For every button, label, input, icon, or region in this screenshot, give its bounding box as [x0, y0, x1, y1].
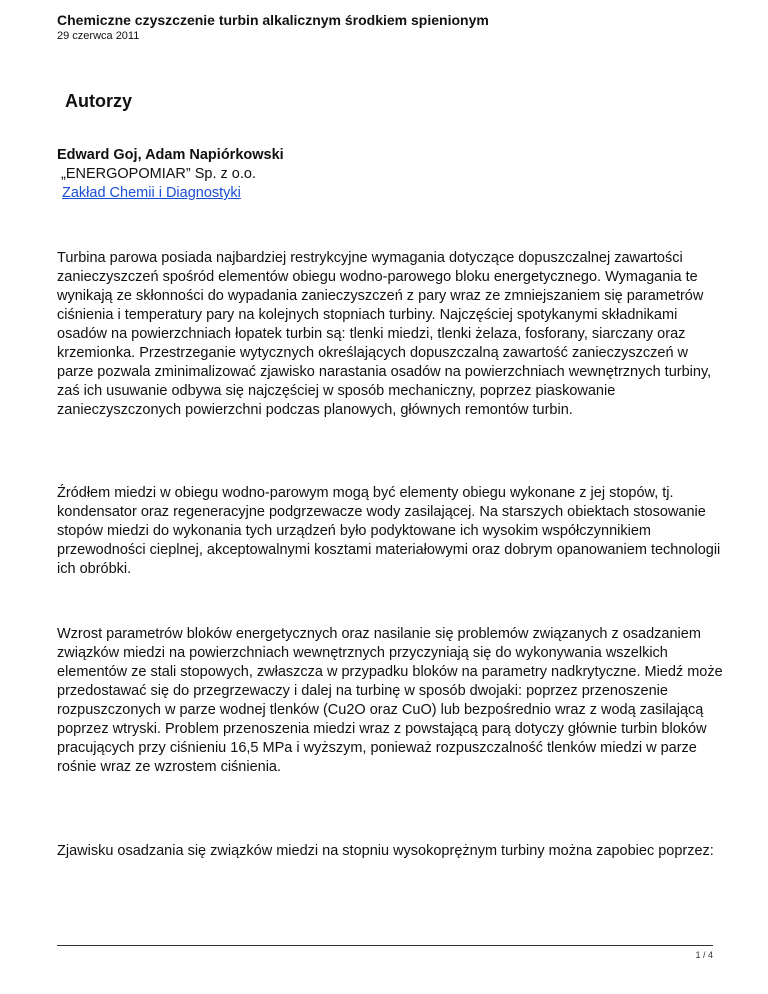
document-title: Chemiczne czyszczenie turbin alkalicznym środkiem spienionym [57, 12, 489, 28]
footer-divider [57, 945, 713, 946]
paragraph-prevention: Zjawisku osadzania się związków miedzi na stopniu wysokoprężnym turbiny można zapobiec poprzez: [57, 843, 714, 859]
page-number: 1 / 4 [695, 950, 713, 960]
author-organization: „ENERGOPOMIAR” Sp. z o.o. [61, 166, 256, 182]
document-date: 29 czerwca 2011 [57, 30, 140, 42]
department-link-wrapper [57, 184, 717, 203]
section-heading-authors: Autorzy [65, 91, 132, 111]
page-header [57, 12, 717, 43]
paragraph-turbine-requirements: Turbina parowa posiada najbardziej restrykcyjne wymagania dotyczące dopuszczalnej zawartości zanieczyszczeń spośród elementów obiegu wodno-parowego bloku energetycznego. Wymagania te wynikają ze skłonności do wypadania zanieczyszczeń z pary wraz ze zmniejszaniem się parametrów ciśnienia i temperatury pary na kolejnych stopniach turbiny. Najczęściej spotykanymi składnikami osadów na powierzchniach łopatek turbin są: tlenki miedzi, tlenki żelaza, fosforany, siarczany oraz krzemionka. Przestrzeganie wytycznych określających dopuszczalną zawartość zanieczyszczeń w parze pozwala zminimalizować zjawisko narastania osadów na powierzchniach wewnętrznych turbiny, zaś ich usuwanie odbywa się najczęściej w sposób mechaniczny, poprzez piaskowanie zanieczyszczonych powierzchni podczas planowych, głównych remontów turbin. [57, 250, 712, 418]
department-link[interactable]: Zakład Chemii i Diagnostyki [62, 185, 241, 201]
authors-block [57, 146, 717, 203]
paragraph-copper-deposits: Wzrost parametrów bloków energetycznych oraz nasilanie się problemów związanych z osadzaniem związków miedzi na powierzchniach wewnętrznych przyczyniają się do wykonywania wszelkich elementów ze stali stopowych, zwłaszcza w przypadku bloków na parametry nadkrytyczne. Miedź może przedostawać się do przegrzewaczy i dalej na turbinę w sposób dwojaki: poprzez przenoszenie rozpuszczonych w parze wodnej tlenków (Cu2O oraz CuO) lub bezpośrednio wraz z wodą zasilającą poprzez wtryski. Problem przenoszenia miedzi wraz z powstającą parą dotyczy głównie turbin bloków pracujących przy ciśnieniu 16,5 MPa i wyższym, ponieważ rozpuszczalność tlenków miedzi w parze rośnie wraz ze wzrostem ciśnienia. [57, 626, 723, 775]
paragraph-copper-sources: Źródłem miedzi w obiegu wodno-parowym mogą być elementy obiegu wykonane z jej stopów, tj. kondensator oraz regeneracyjne podgrzewacze wody zasilającej. Na starszych obiektach stosowanie stopów miedzi do wykonania tych urządzeń było podyktowane ich wysokim współczynnikiem przewodności cieplnej, akceptowalnymi kosztami materiałowymi oraz dobrym opanowaniem technologii ich obróbki. [57, 485, 721, 577]
author-names: Edward Goj, Adam Napiórkowski [57, 147, 284, 163]
